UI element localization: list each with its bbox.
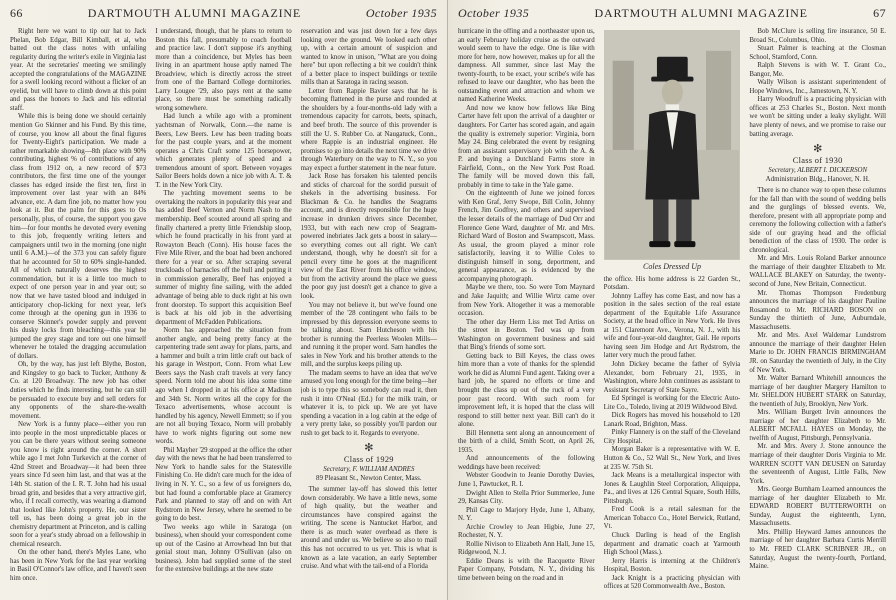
right-column-1 <box>458 28 595 600</box>
paragraph: Jack Knight is a practicing physician with offices at 520 Commonwealth Ave., Boston. <box>603 574 741 591</box>
right-column-3 <box>749 28 886 600</box>
paragraph: The summer lay-off has slowed this letter down considerably. We have a little news, some of high quality, but the weather and circumstances have conspired against the writing. The scene is Nantucket Harbor, and there is as much water overhead as there is around and under us. We believe so also to mail this has not occurred to us yet. This is what is known as a late vacation, an early September cruise. And what with the tail-end of a Florida <box>300 486 437 571</box>
paragraph: Wally Wilson is assistant superintendent of Hope Windows, Inc., Jamestown, N. Y. <box>749 79 887 95</box>
class-heading: Class of 1930 <box>792 155 843 165</box>
paragraph: Phil Cage to Marjory Hyde, June 1, Albany, N. Y. <box>458 506 595 523</box>
paragraph: hurricane in the offing and a northeaster upon us, an early February holiday cruise as the outward would seem to have the edge. One is like with more for here, now however, makes up for all the dampness. All summer, since last May the twenty-fourth, to be exact, your scribe's wife has refused to leave our daughter, who has been the outstanding event and attraction and whom we named Katherine Weeks. <box>458 28 595 104</box>
wedding-photo <box>604 30 741 260</box>
paragraph: John Dickey became the father of Sylvia Alexander, born February 21, 1935, in Washington, where John continues as assistant to Assistant Secretary of State Sayre. <box>603 361 741 394</box>
paragraph: Ralph Stevens is with W. T. Grant Co., Bangor, Me. <box>749 62 887 78</box>
issue-date: October 1935 <box>365 6 437 20</box>
paragraph: The yachting movement seems to be overtaking the realtors in popularity this year and has added Beef Vernon and Norm Nash to the membership. Beef scouted around all spring and finally chartered a pretty little Friendship sloop, which he found practically in his front yard at Rowayton Beach (Conn). His house faces the Five Mile River, and the boat had been anchored there for a year or so. After scraping several truckloads of barnacles off the hull and putting it in commission generally, Beef has enjoyed a summer of mighty fine sailing, with the added advantage of being able to duck right at his own front doorstep. To support this acquisition Beef is back at his old job in the advertising department of McFadden Publications. <box>155 190 292 326</box>
paragraph: On the eighteenth of June we joined forces with Ken Graf, Jerry Swope, Bill Colin, Johnny French, Jim Godfrey, and others and supervised the lesser details of the marriage of Dud Orr and Florence Gene Ward, daughter of Mr. and Mrs. Richard Ward of Boston and Swampscott, Mass. As usual, the groom played a minor role satisfactorily, leaving it to Willie Coles to distinguish himself in song, deportment, and general appearance, as is evidenced by the accompanying photograph. <box>458 190 595 283</box>
issue-date: October 1935 <box>458 6 530 20</box>
paragraph: Pinky Flannery is on the staff of the Cleveland City Hospital. <box>603 429 741 445</box>
paragraph: Fred Cook is a retail salesman for the American Tobacco Co., Hotel Berwick, Rutland, Vt. <box>603 506 741 531</box>
right-page <box>448 0 896 600</box>
paragraph: And announcements of the following weddings have been received: <box>458 455 595 471</box>
paragraph: Archie Crowley to Jean Higbie, June 27, Rochester, N. Y. <box>458 523 595 540</box>
section-ornament-icon: ✻ <box>813 143 823 156</box>
paragraph: Mr. and Mrs. Axel Waldemar Lundstrom announce the marriage of their daughter Helen Marie to Dr. JOHN FRANCIS BIRMINGHAM JR. on Saturday the twentieth of July, in the City of New York. <box>749 332 887 374</box>
magazine-title: DARTMOUTH ALUMNI MAGAZINE <box>594 6 808 20</box>
page-number: 67 <box>873 6 886 20</box>
paragraph: Mr. and Mrs. Avery J. Stone announce the marriage of their daughter Doris Virginia to Mr. WARREN SCOTT VAN DEUSEN on Saturday the seventeenth of August, Little Falls, New York. <box>749 443 887 485</box>
photo-caption: Coles Dressed Up <box>643 262 701 271</box>
class-secretary: Secretary, F. WILLIAM ANDRES <box>323 466 415 474</box>
paragraph: New York is a funny place—either you run into people in the most unpredictable places or you can be there years without seeing someone you know is right around the corner. A short while ago I met John Turkevich at the corner of 42nd Street and Broadway—it had been three years since I'd seen him last, and that was at the 14th St. station of the I. R. T. John had his usual broad grin, and besides that a very attractive girl, who, if I recall correctly, was wearing a diamond that looked like John's property. He, our sister tell us, has been doing a great job in the chemistry department at Princeton, and is calling soon for a year's study abroad on a fellowship in chemical research. <box>10 421 147 548</box>
paragraph: Mrs. George Burnham Learned announces the marriage of her daughter Elizabeth to Mr. EDWARD ROBERT BUTTERWORTH on Sunday, August the eighteenth, Lynn, Massachusetts. <box>749 486 887 528</box>
class-address: 89 Pleasant St., Newton Center, Mass. <box>316 474 422 482</box>
left-column-1 <box>10 28 146 600</box>
paragraph: Ed Springel is working for the Electric Auto-Lite Co., Toledo, living at 2019 Wildwood Blvd. <box>603 395 741 411</box>
left-columns <box>10 28 437 600</box>
page-number: 66 <box>10 6 23 20</box>
paragraph: the office. His home address is 22 Garden St., Potsdam. <box>603 275 741 292</box>
paragraph: Jerry Harris is interning at the Children's Hospital, Boston. <box>603 557 741 574</box>
paragraph: The madam seems to have an idea that we've amused you long enough for the time being—her job is to type this so somebody can read it, then rush it into O'Neal (Ed.) for the milk train, or whatever it is, to pick up. We are yet have spending a vacation in a log cabin at the edge of a very pretty lake, so possibly you'll pardon our rush to get back to it. Regards to everyone. <box>300 369 437 437</box>
paragraph: There is no chance way to open these columns for the fall than with the sound of wedding bells and the gurglings of blessed events. We, therefore, present with all appropriate pomp and ceremony the following collection with a father's side of our graying head and the official benediction of the class of 1930. The order is chronological. <box>749 187 887 254</box>
paragraph: Phil Mayher '29 stopped at the office the other day with the news that he had been transferred to New York to handle sales for the Statesville Finishing Co. He didn't care much for the idea of living in N. Y. C., so a few of us foreigners do, but had found a comfortable place at Gramercy Park and planned to stay off and on with Art Rydstrom in New Jersey, where he seemed to be going to do best. <box>155 446 292 523</box>
paragraph: Eddie Deans is with the Racquette River Paper Company, Potsdam, N. Y., dividing his time between being on the road and in <box>458 557 595 582</box>
paragraph: You may not believe it, but we've found one member of the '28 contingent who fails to be impressed by this depression everyone seems to be talking about. Sam Hutcheson with his brother is running the Peerless Woolen Mills—and running it the proper word. Sam handles the sales in New York and his brother attends to the mill, and the surplus keeps piling up. <box>300 301 437 369</box>
paragraph: Bob McClure is selling fire insurance, 50 E. Broad St., Columbus, Ohio. <box>749 28 887 44</box>
class-secretary: Secretary, ALBERT I. DICKERSON <box>768 167 868 175</box>
paragraph: Right here we want to tip our hat to Jack Phelan, Bob Edgar, Bill Kimball, et al, who batted out the class notes with unfailing regularity during the writer's exile in Virginia last year. At the secretaries' meeting we smilingly accepted the congratulations of the MAGAZINE for a swell looking record without a flicker of an eyelid, but will have to climb down at this point and pass the honors to Jack and his editorial staff. <box>10 28 147 112</box>
paragraph: Dwight Allen to Stella Prior Summerlee, June 29, Kansas City. <box>458 489 595 506</box>
paragraph: Stuart Palmer is teaching at the Closman School, Stamford, Conn. <box>749 45 887 61</box>
paragraph: Chuck Darling is head of the English department and dramatic coach at Yarmouth High School (Mass.). <box>603 531 741 557</box>
paragraph: Letter from Rappie Bavier says that he is becoming flattened in the purse and rounded at the shoulders by a four-months-old lady with a tremendous capacity for carrots, beets, spinach, and beef broth. The source of this provender is still the U. S. Rubber Co. at Naugatuck, Conn., where Rappie is an industrial engineer. He promises to go into details the next time we drive through Waterbury on the way to N. Y., so you may expect a further statement in the near future. <box>300 87 437 172</box>
section-ornament-icon: ✻ <box>364 442 374 455</box>
paragraph: Morgan Baker is a representative with W. E. Hutton & Co., 52 Wall St., New York, and lives at 235 W. 75th St. <box>603 446 741 471</box>
paragraph: Johnny Laffey has come East, and now has a position in the sales section of the real estate department of the Equitable Life Assurance Society, at the head office in New York. He lives at 151 Claremont Ave., Verona, N. J., with his wife and four-year-old daughter, Gail. He reports having seen Jim Hodge and Art Rydstrom, the latter very much the proud father. <box>603 292 741 360</box>
class-address: Administration Bldg., Hanover, N. H. <box>765 175 870 183</box>
paragraph: Getting back to Bill Keyes, the class owes him more than a vote of thanks for the splendid work he did as Alumni Fund agent. Taking over a hard job, he spared no efforts or time and brought the class up out of the ruck of a very poor past record. With such room for improvement left, it is hoped that the class will respond to still better next year. Bill can't do it alone. <box>458 352 595 429</box>
paragraph: Webster Goodwin to Jeanie Dorothy Davies, June 1, Pawtucket, R. I. <box>458 472 595 488</box>
paragraph: Mrs. Phillip Heyward James announces the marriage of her daughter Barbara Curtis Merrill to Mr. FRED CLARK SCRIBNER JR., on Saturday, August the twenty-fourth, Portland, Maine. <box>749 528 887 571</box>
magazine-title: DARTMOUTH ALUMNI MAGAZINE <box>87 6 301 20</box>
paragraph: Bill Hennetta sent along an announcement of the birth of a child, Smith Scott, on April 26, 1935. <box>458 429 595 454</box>
paragraph: The other day Herm Liss met Ted Artiss on the street in Boston. Ted was up from Washington on government business and said that Bing's friends of some sort. <box>458 318 595 352</box>
right-page-header <box>458 6 886 22</box>
paragraph: Jack Rose has forsaken his talented pencils and sticks of charcoal for the sordid pursuit of shekels in the advertising business. For Blackman & Co. he handles the Seagrams account, and is directly responsible for the huge increase in drunken drivers since December, 1933, but with each new crop of Seagram-powered inebriates Jack gets a boost in salary—so everything comes out all right. We can't understand, though, why he doesn't sit for a pencil every time he goes at the magnificent view of the East River from his office window, but from the activity around the place we guess the poor guy just doesn't get a chance to give a look. <box>300 173 437 300</box>
paragraph: Mr. Thomas Thompson Fredenburg announces the marriage of his daughter Pauline Rosamond to Mr. RICHARD BOSON on Sunday the thirtieth of June, Auburndale, Massachusetts. <box>749 289 887 331</box>
paragraph: And now we know how fellows like Bing Carter have felt upon the arrival of a daughter or daughters. For Carter has scored again, and again the quality is extremely superior: Virginia, born May 24. Bing celebrated the event by resigning from an assistant supervisory job with the A. & P. and buying a Dutchland Farms store in Fairfield, Conn., on the New York Post Road. The family will be moved down this fall, probably in time to take in the Yale game. <box>458 104 595 189</box>
paragraph: Harry Woodruff is a practicing physician with offices at 253 Charles St., Boston. Next month we won't be sitting under a leaky skylight. Will have plenty of news, and we promise to raise our batting average. <box>749 96 887 138</box>
paragraph: Rollie Nivison to Elizabeth Ann Hall, June 15, Ridgewood, N. J. <box>458 540 595 557</box>
paragraph: Dick Rogers has moved his household to 120 Lanark Road, Brighton, Mass. <box>603 412 741 428</box>
right-column-2 <box>604 28 741 600</box>
paragraph: Maybe we there, too. So were Tom Maynard and Jake Jaquith; and Willie Wirtz came over from New York. Altogether it was a memorable occasion. <box>458 284 595 318</box>
paragraph: On the other hand, there's Myles Lane, who has been in New York for the last year working in Basil O'Connor's law office, and I haven't seen him once. <box>10 549 147 582</box>
paragraph: While this is being done we should certainly mention Go Skinner and his Fund. By this time, of course, you know all about the final figures for Twenty-Eight's participation. We made a rather remarkable showing—8th place with 90% contributing, highest % of contributions of any class from 1912 on, a new record of $73 contributors, the first time one of the younger classes has edged inside the first ten, first in improvement over last year with an 84% advance, etc. A darn fine job, no matter how you look at it. But the palm for this goes to Os personally, plus, of course, the support you gave him—for four months he devoted every evening to this job, frequently writing letters and campaigners until two in the morning (one night until 6 A.M.)—of the 373 you can safely figure that he accounted for 50 to 60% single-handed. All of which naturally deserves the highest commendation, but it is a little too much to expect of one person year in and year out; so now that we have tasted blood and indulged in anticipatory chop-licking for next year, let's come through at the opening gun in 1936 to conserve Skinner's powder supply and prevent his dusky locks from bleaching—this year he jumped the grey stage and tore out one himself whenever he totaled the dragging accumulation of dollars. <box>10 113 147 360</box>
paragraph: Jack Means is a metallurgical inspector with Jones & Laughlin Steel Corporation, Aliquippa, Pa., and lives at 126 Central Square, South Hills, Pittsburgh. <box>603 472 741 505</box>
right-columns <box>458 28 886 600</box>
paragraph: I understand, though, that he plans to return to Boston this fall, presumably to coach football and practice law. I don't suppose it's anything more than a coincidence, but Myles has been living in an apartment house aptly named The Broadview, which is directly across the street from one of the Barnard College dormitories. Larry Lougee '29, also pays rent at the same place, so there must be something radically wrong somewhere. <box>155 28 292 112</box>
paragraph: Had lunch a while ago with a prominent yachtsman of Norwalk, Conn.—the name is Beers, Lew Beers. Lew has been trading boats for the past couple years, and at the moment operates a Chris Craft some 125 horsepower, which generates plenty of speed and a tremendous amount of sport. Between voyages Sailor Beers holds down a nice job with A. T. & T. in the New York City. <box>155 113 292 189</box>
paragraph: Oh, by the way, has just left Blythe, Boston, and Kingsley to go back to Tucker, Anthony & Co. at 120 Broadway. The new job has other duties which he finds interesting, but he can still be persuaded to execute buy and sell orders for any opponents of the share-the-wealth movement. <box>10 361 147 420</box>
paragraph: Mr. Walter Barnard Whitehill announces the marriage of her daughter Margery Hamilton to Mr. SHELDON HUBERT STARK on Saturday, the twentieth of July, Brooklyn, New York. <box>749 375 887 408</box>
paragraph: reservation and was just down for a few days looking over the ground. We looked each other up, with a certain amount of suspicion and wanted to know in unison, "What are you doing here" but upon reflecting a bit we couldn't think of a better place to inspect buildings or textile mills than at Saratoga in racing season. <box>300 28 437 87</box>
paragraph: Mrs. William Burgett Irvin announces the marriage of her daughter Elizabeth to Mr. ALBERT MCFALL HAYES on Monday, the twelfth of August, Pittsburgh, Pennsylvania. <box>749 409 887 442</box>
left-column-3 <box>301 28 437 600</box>
paragraph: Norm has approached the situation from another angle, and being pretty fancy at the carpentering trade sent away for plans, parts, and a hammer and built a trim little craft out back of his garage in Westport, Conn. From what Lew Beers says the Nash craft travels at very fancy speed. Norm told me about his idea some time ago when I dropped in at his office at Madison and 34th St. Norm writes all the copy for the Texaco advertisements, whose account is handled by his agency, Newell Emmett; so if you are not all buying Texaco, Norm will probably have to work nights figuring out some new words. <box>155 327 292 446</box>
class-heading: Class of 1929 <box>343 454 394 464</box>
paragraph: Mr. and Mrs. Louis Roland Barker announce the marriage of their daughter Elizabeth to Mr. WALLACE BLAKEY on Saturday, the twenty-second of June, New Britain, Connecticut. <box>749 255 887 289</box>
paragraph: Two weeks ago while in Saratoga (on business), when should your correspondent come up out of the Casino at Arrowhead Inn but that genial stout man, Johnny O'Sullivan (also on business). John had supplied some of the steel for the extensive buildings at the new state <box>155 523 292 574</box>
man-in-top-hat-icon <box>605 31 740 259</box>
left-column-2 <box>155 28 291 600</box>
left-page-header <box>10 6 437 22</box>
